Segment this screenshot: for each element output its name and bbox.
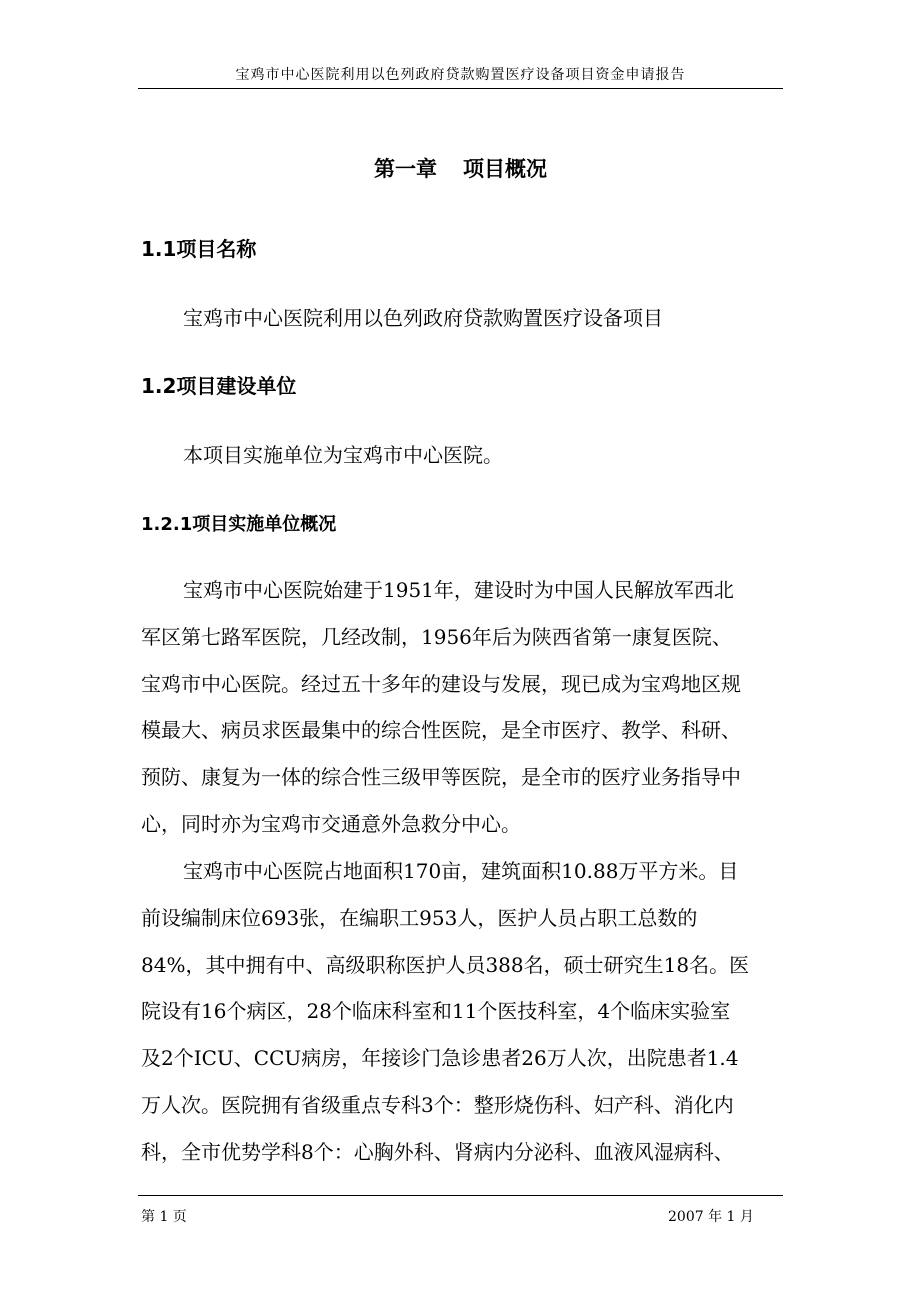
- paragraph-line: 心，同时亦为宝鸡市交通意外急救分中心。: [141, 811, 521, 836]
- footer-date: 2007 年 1 月: [668, 1209, 754, 1225]
- footer-divider: [138, 1195, 783, 1196]
- section-heading-1-2: 1.2项目建设单位: [141, 374, 297, 398]
- paragraph-line: 宝鸡市中心医院占地面积170亩，建筑面积10.88万平方米。目: [183, 859, 739, 883]
- running-header: 宝鸡市中心医院利用以色列政府贷款购置医疗设备项目资金申请报告: [235, 67, 686, 83]
- chapter-number: 第一章: [374, 157, 437, 181]
- paragraph-line: 科，全市优势学科8个：心胸外科、肾病内分泌科、血液风湿病科、: [141, 1139, 734, 1164]
- page-number: 第 1 页: [141, 1209, 187, 1225]
- section-heading-1-1: 1.1项目名称: [141, 237, 257, 261]
- paragraph-line: 预防、康复为一体的综合性三级甲等医院，是全市的医疗业务指导中: [141, 765, 741, 790]
- paragraph-line: 军区第七路军医院，几经改制，1956年后为陕西省第一康复医院、: [141, 624, 732, 649]
- paragraph-history: [141, 567, 781, 848]
- paragraph-line: 84%，其中拥有中、高级职称医护人员388名，硕士研究生18名。医: [141, 952, 750, 977]
- paragraph-line: 及2个ICU、CCU病房，年接诊门急诊患者26万人次，出院患者1.4: [141, 1046, 739, 1071]
- header-divider: [138, 88, 783, 89]
- construction-unit-text: 本项目实施单位为宝鸡市中心医院。: [183, 443, 503, 467]
- paragraph-line: 院设有16个病区，28个临床科室和11个医技科室，4个临床实验室: [141, 999, 731, 1024]
- project-name-text: 宝鸡市中心医院利用以色列政府贷款购置医疗设备项目: [183, 306, 663, 330]
- chapter-name: 项目概况: [463, 157, 547, 181]
- paragraph-statistics: [141, 848, 781, 1176]
- chapter-title: [138, 153, 783, 183]
- paragraph-line: 宝鸡市中心医院。经过五十多年的建设与发展，现已成为宝鸡地区规: [141, 671, 741, 696]
- paragraph-line: 模最大、病员求医最集中的综合性医院，是全市医疗、教学、科研、: [141, 718, 741, 743]
- section-heading-1-2-1: 1.2.1项目实施单位概况: [141, 514, 337, 535]
- paragraph-line: 前设编制床位693张，在编职工953人，医护人员占职工总数的: [141, 905, 698, 930]
- paragraph-line: 万人次。医院拥有省级重点专科3个：整形烧伤科、妇产科、消化内: [141, 1092, 734, 1117]
- paragraph-line: 宝鸡市中心医院始建于1951年，建设时为中国人民解放军西北: [183, 578, 734, 602]
